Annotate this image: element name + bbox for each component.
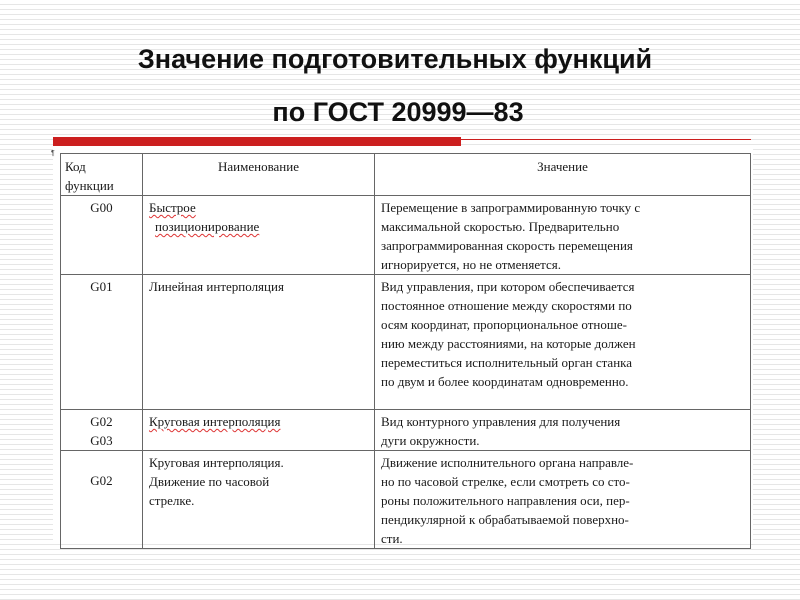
name-line: Линейная интерполяция	[149, 279, 284, 294]
row-name	[143, 196, 375, 275]
code-value: G02	[90, 414, 113, 429]
meaning-line: дуги окружности.	[381, 433, 480, 448]
code-value: G01	[90, 279, 113, 294]
slide-title: Значение подготовительных функций	[137, 44, 653, 74]
table-row	[61, 275, 751, 410]
row-meaning	[375, 196, 751, 275]
meaning-line: переместиться исполнительный орган станка	[381, 355, 633, 370]
meaning-line: осям координат, пропорциональное отноше-	[381, 317, 627, 332]
row-code	[61, 196, 143, 275]
table-row	[61, 196, 751, 275]
name-line: Круговая интерполяция.	[149, 455, 284, 470]
meaning-line: Движение исполнительного органа направле-	[381, 455, 634, 470]
table-header-row	[61, 154, 751, 196]
meaning-line: игнорируется, но не отменяется.	[381, 257, 561, 272]
code-value: G03	[90, 433, 113, 448]
meaning-line: Вид контурного управления для получения	[381, 414, 621, 429]
table-row	[61, 451, 751, 549]
header-meaning: Значение	[375, 154, 751, 196]
accent-line	[461, 139, 751, 140]
gost-functions-table	[60, 153, 751, 549]
meaning-line: но по часовой стрелке, если смотреть со сто-	[381, 474, 630, 489]
meaning-line: пендикулярной к обрабатываемой поверхно-	[381, 512, 629, 527]
name-line: позиционирование	[155, 219, 260, 234]
row-code	[61, 275, 143, 410]
row-meaning	[375, 275, 751, 410]
row-meaning	[375, 451, 751, 549]
header-code-line2: функции	[65, 178, 114, 193]
row-name	[143, 410, 375, 451]
header-code-line1: Код	[65, 159, 86, 174]
meaning-line: роны положительного направления оси, пер-	[381, 493, 630, 508]
code-value: G00	[90, 200, 113, 215]
row-name	[143, 275, 375, 410]
meaning-line: максимальной скоростью. Предварительно	[381, 219, 620, 234]
table-anchor-marker: ¶	[51, 150, 55, 157]
meaning-line: нию между расстояниями, на которые должен	[381, 336, 636, 351]
row-code	[61, 451, 143, 549]
meaning-line: Вид управления, при котором обеспечивается	[381, 279, 635, 294]
meaning-line: по двум и более координатам одновременно.	[381, 374, 629, 389]
meaning-line: Перемещение в запрограммированную точку с	[381, 200, 641, 215]
header-name: Наименование	[143, 154, 375, 196]
meaning-line: запрограммированная скорость перемещения	[381, 238, 633, 253]
code-value: G02	[90, 473, 113, 488]
name-line: стрелке.	[149, 493, 195, 508]
header-code	[61, 154, 143, 196]
name-line: Быстрое	[149, 200, 196, 215]
name-line: Круговая интерполяция	[149, 414, 281, 429]
row-name	[143, 451, 375, 549]
name-line: Движение по часовой	[149, 474, 270, 489]
accent-bar	[53, 137, 461, 146]
row-meaning	[375, 410, 751, 451]
meaning-line: постоянное отношение между скоростями по	[381, 298, 632, 313]
slide-subtitle: по ГОСТ 20999—83	[272, 97, 524, 127]
meaning-line: сти.	[381, 531, 403, 546]
row-code	[61, 410, 143, 451]
table-row	[61, 410, 751, 451]
